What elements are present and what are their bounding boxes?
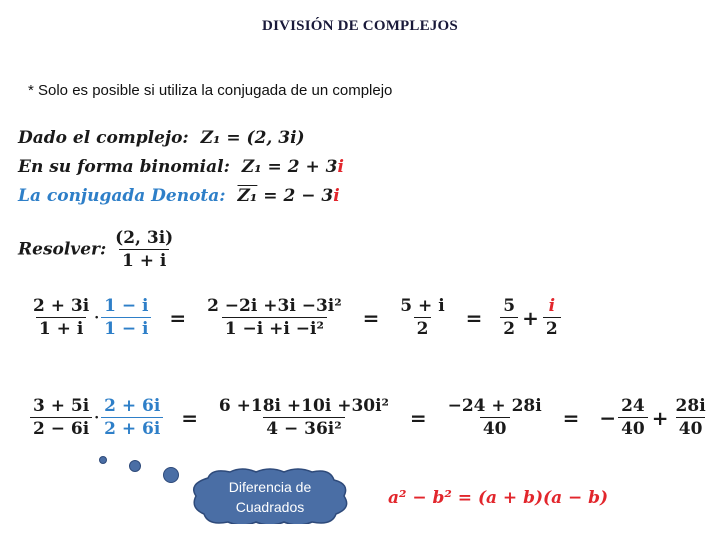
fraction-numerator: 1 − i xyxy=(104,296,149,316)
conjugate-label: La conjugada Denota: xyxy=(18,186,226,206)
fraction-numerator: −24 + 28i xyxy=(447,396,542,416)
dividend-fraction xyxy=(30,396,92,439)
given-expression: Z₁ = (2, 3i) xyxy=(200,128,305,148)
expanded-fraction xyxy=(204,296,345,339)
equals-sign: = xyxy=(362,305,380,330)
fraction-numerator: 3 + 5i xyxy=(33,396,90,416)
thought-bubble-dot xyxy=(163,467,179,483)
fraction-denominator: 4 − 36i² xyxy=(263,417,344,439)
note-text: * Solo es posible si utiliza la conjugada de un complejo xyxy=(28,82,393,99)
fraction-denominator: 2 xyxy=(500,317,518,339)
fraction-numerator: 24 xyxy=(621,396,645,416)
imaginary-unit: i xyxy=(337,157,344,177)
fraction-numerator: 2 + 3i xyxy=(33,296,90,316)
dividend-fraction xyxy=(30,296,92,339)
given-complex-line xyxy=(18,128,305,148)
multiply-dot: · xyxy=(94,409,100,426)
conjugate-symbol: Z₁ xyxy=(237,186,258,206)
conjugate-fraction xyxy=(101,396,163,439)
difference-of-squares-formula: a² − b² = (a + b)(a − b) xyxy=(388,488,609,508)
fraction-denominator: 1 − i xyxy=(101,317,151,339)
fraction-numerator: 2 −2i +3i −3i² xyxy=(207,296,342,316)
simplified-fraction xyxy=(397,296,447,339)
simplified-fraction xyxy=(445,396,545,439)
fraction-numerator: 5 xyxy=(503,296,516,316)
fraction-denominator: 2 xyxy=(414,317,432,339)
conjugate-expression: = 2 − 3 xyxy=(263,186,334,206)
binomial-expression: Z₁ = 2 + 3 xyxy=(241,157,338,177)
plus-sign: + xyxy=(651,405,669,430)
real-part-fraction xyxy=(618,396,648,439)
equals-sign: = xyxy=(169,305,187,330)
imaginary-unit: i xyxy=(333,186,340,206)
resolver-fraction xyxy=(112,228,176,271)
fraction-numerator: 28i xyxy=(675,396,706,416)
fraction-denominator: 40 xyxy=(480,417,510,439)
imaginary-part-fraction xyxy=(543,296,561,339)
conjugate-line xyxy=(18,186,340,206)
fraction-numerator: 5 + i xyxy=(400,296,445,316)
fraction-denominator: 2 − 6i xyxy=(30,417,92,439)
multiply-dot: · xyxy=(94,309,100,326)
fraction-numerator: 6 +18i +10i +30i² xyxy=(218,396,389,416)
resolver-label: Resolver: xyxy=(18,239,107,260)
binomial-label: En su forma binomial: xyxy=(18,157,230,177)
resolver-line xyxy=(18,228,176,271)
division-row-1 xyxy=(30,296,561,339)
fraction-denominator: 1 + i xyxy=(36,317,86,339)
plus-sign: + xyxy=(522,305,539,330)
thought-bubble-dot xyxy=(99,456,107,464)
cloud-text xyxy=(190,477,350,517)
binomial-line xyxy=(18,157,344,177)
equals-sign: = xyxy=(465,305,483,330)
fraction-denominator: 2 xyxy=(543,317,561,339)
thought-bubble-dot xyxy=(129,460,141,472)
cloud-line-2: Cuadrados xyxy=(235,499,305,515)
minus-sign: − xyxy=(599,405,617,430)
equals-sign: = xyxy=(181,405,198,430)
conjugate-fraction xyxy=(101,296,151,339)
given-label: Dado el complejo: xyxy=(18,128,189,148)
fraction-numerator: i xyxy=(548,296,556,316)
fraction-numerator: 2 + 6i xyxy=(104,396,161,416)
equals-sign: = xyxy=(409,405,427,430)
equals-sign: = xyxy=(562,405,580,430)
fraction-numerator: (2, 3i) xyxy=(115,228,174,248)
fraction-denominator: 1 + i xyxy=(119,249,169,271)
fraction-denominator: 2 + 6i xyxy=(101,417,163,439)
page-title: DIVISIÓN DE COMPLEJOS xyxy=(262,18,458,34)
fraction-denominator: 40 xyxy=(676,417,706,439)
cloud-line-1: Diferencia de xyxy=(228,479,312,495)
imaginary-part-fraction xyxy=(673,396,709,439)
fraction-denominator: 40 xyxy=(618,417,648,439)
division-row-2 xyxy=(30,396,709,439)
fraction-denominator: 1 −i +i −i² xyxy=(222,317,327,339)
expanded-fraction xyxy=(216,396,392,439)
real-part-fraction xyxy=(500,296,518,339)
